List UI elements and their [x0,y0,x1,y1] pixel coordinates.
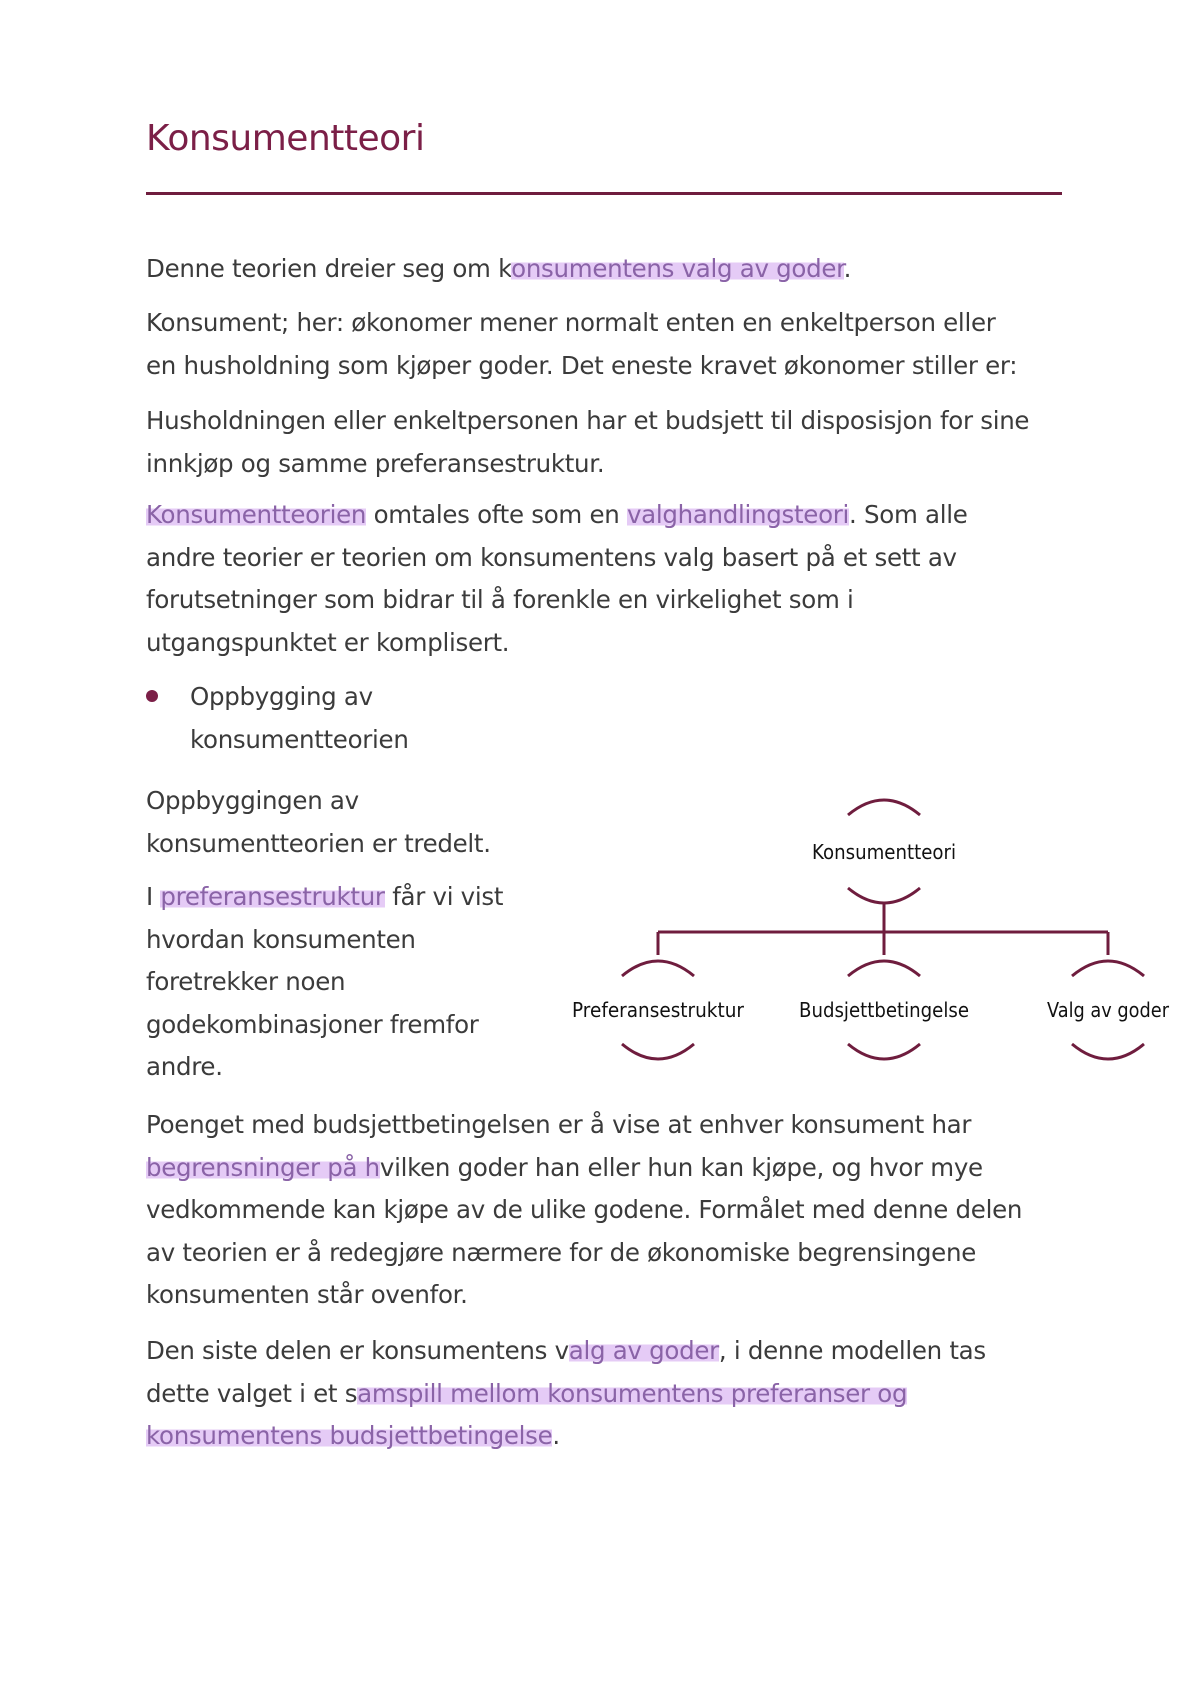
diagram-child-label: Valg av goder [1047,998,1170,1022]
text-line: forutsetninger som bidrar til å forenkle en virkelighet som i [146,585,854,614]
diagram-child-label: Preferansestruktur [572,998,745,1022]
bullet-icon [146,690,158,702]
text-line: av teorien er å redegjøre nærmere for de økonomiske begrensingene [146,1237,976,1267]
text: omtales ofte som en [366,500,627,529]
node-bracket-top [848,961,920,976]
text-line: Oppbyggingen av [146,786,359,815]
text: I [146,882,161,911]
highlight: amspill mellom konsumentens preferanser og [357,1378,908,1408]
highlight: onsumentens valg av goder [511,254,844,283]
text: dette valget i et s [146,1378,358,1408]
paragraph-oppbygging [146,780,491,865]
text-line: andre. [146,1052,223,1081]
node-bracket-bottom [848,1044,920,1059]
paragraph-husholdning [146,400,1029,485]
diagram-child-label: Budsjettbetingelse [799,998,969,1022]
text-line: utgangspunktet er komplisert. [146,627,510,657]
text-line: Husholdningen eller enkeltpersonen har et budsjett til disposisjon for sine [146,406,1030,435]
bullet-item [190,676,409,761]
text-line: Oppbygging av [190,682,373,711]
node-bracket-bottom [622,1044,694,1059]
text-line: konsumentteorien [190,724,409,754]
paragraph-valg-av-goder [146,1330,986,1458]
paragraph-konsument [146,302,1017,387]
text-line: konsumenten står ovenfor. [146,1280,468,1309]
text: . Som alle [849,500,968,529]
text: . [552,1421,560,1450]
node-bracket-bottom [1072,1044,1144,1059]
text: får vi vist [384,882,504,911]
text-line: vedkommende kan kjøpe av de ulike godene. Formålet med denne delen [146,1195,1023,1224]
text: , i denne modellen tas [718,1336,986,1365]
node-bracket-top [622,961,694,976]
text-line: andre teorier er teorien om konsumentens valg basert på et sett av [146,542,957,572]
node-bracket-top [1072,961,1144,976]
text-line: en husholdning som kjøper goder. Det eneste kravet økonomer stiller er: [146,350,1018,380]
paragraph-intro [146,248,851,291]
diagram-root-label: Konsumentteori [812,840,956,864]
highlight: Konsumentteorien [146,500,367,529]
text: . [843,254,852,283]
text: Den siste delen er konsumentens v [146,1336,569,1365]
highlight: alg av goder [568,1336,719,1365]
text-line: Konsument; her: økonomer mener normalt enten en enkeltperson eller [146,308,996,337]
text-line: hvordan konsumenten [146,924,416,954]
title-divider [146,192,1062,195]
text-line: konsumentteorien er tredelt. [146,828,491,858]
text: Denne teorien dreier seg om k [146,254,512,283]
text-line: godekombinasjoner fremfor [146,1009,479,1039]
page-title: Konsumentteori [146,118,425,159]
highlight: valghandlingsteori [626,500,850,529]
paragraph-budsjettbetingelse [146,1104,1022,1317]
node-bracket-top [848,800,920,815]
highlight: preferansestruktur [160,882,385,911]
paragraph-valghandling [146,494,968,664]
highlight: konsumentens budsjettbetingelse [146,1421,553,1450]
text: vilken goder han eller hun kan kjøpe, og hvor mye [379,1152,983,1182]
text-line: Poenget med budsjettbetingelsen er å vise at enhver konsument har [146,1110,972,1139]
node-bracket-bottom [848,888,920,903]
text-line: innkjøp og samme preferansestruktur. [146,448,605,478]
paragraph-preferansestruktur [146,876,503,1089]
hierarchy-diagram [560,780,1200,1100]
highlight: begrensninger på h [146,1152,380,1182]
text-line: foretrekker noen [146,967,346,996]
